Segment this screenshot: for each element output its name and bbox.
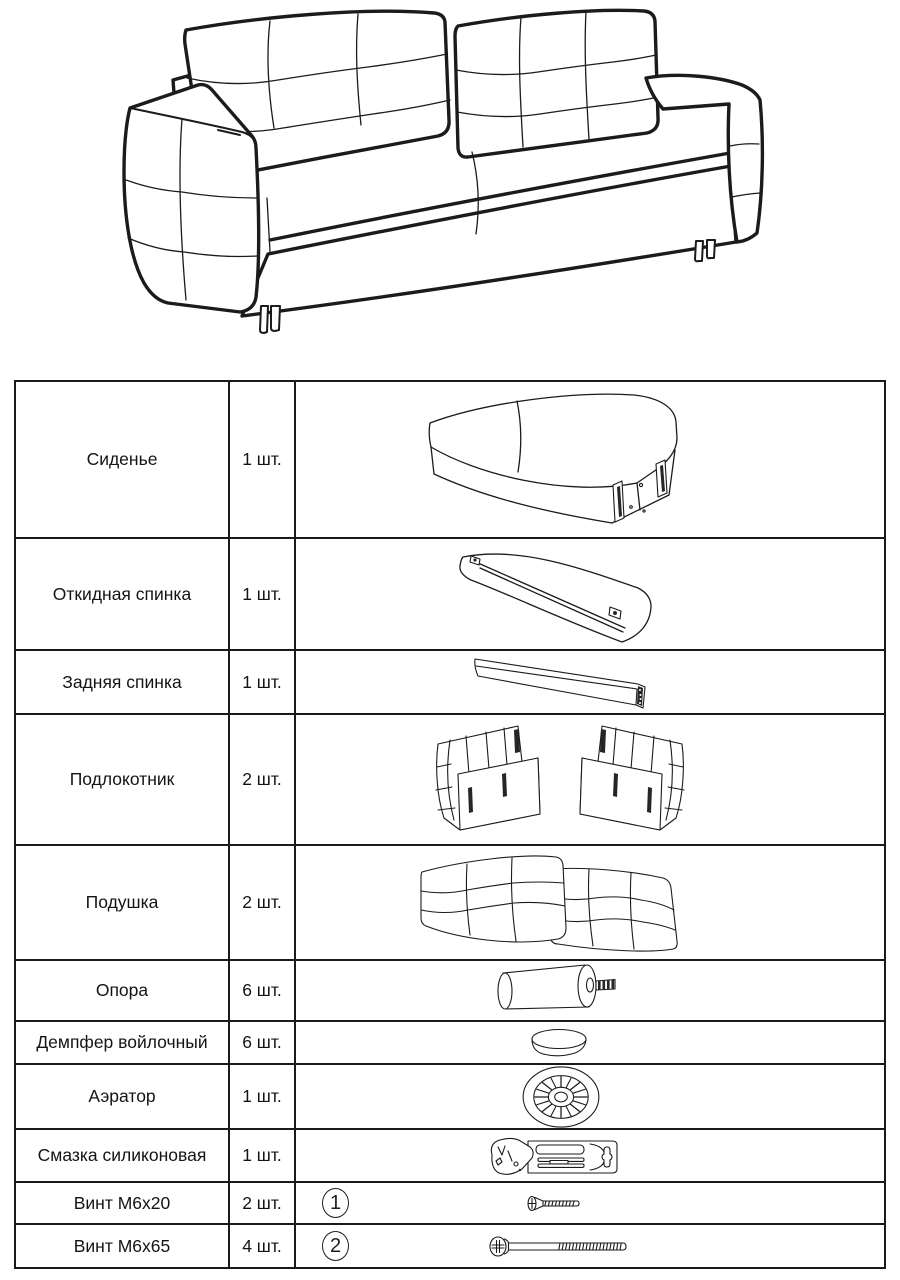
table-row [16,1223,884,1267]
part-name-cell: Сиденье [86,449,158,470]
rear-back-panel-illustration [473,653,665,711]
felt-damper-illustration [529,1027,589,1059]
part-name-cell: Аэратор [88,1086,156,1107]
part-name-cell: Откидная спинка [52,583,192,604]
part-qty-cell: 2 шт. [228,1183,294,1223]
table-row [16,1128,884,1181]
table-row [16,1181,884,1223]
part-qty-cell: 1 шт. [228,1130,294,1181]
armrest-pair-illustration [430,722,690,837]
table-row [16,382,884,537]
part-name-cell: Задняя спинка [62,671,182,692]
part-qty-cell: 6 шт. [228,1022,294,1063]
part-name-cell: Подушка [85,892,159,913]
screw-m6x65-illustration [488,1236,630,1257]
part-illustration-cell [294,382,884,537]
part-illustration-cell [294,846,884,959]
table-row [16,537,884,649]
part-name-cell: Опора [95,980,149,1001]
parts-table [14,380,886,1269]
folding-backrest-illustration [453,542,703,646]
table-row [16,713,884,844]
part-qty-cell: 1 шт. [228,1065,294,1128]
part-illustration-cell [294,1130,884,1181]
part-qty-cell: 6 шт. [228,961,294,1020]
aerator-illustration [519,1064,604,1130]
table-row [16,1063,884,1128]
part-illustration-cell [294,1022,884,1063]
step-marker: 1 [322,1188,349,1218]
part-illustration-cell [294,1225,884,1267]
part-illustration-cell [294,1065,884,1128]
part-qty-cell: 4 шт. [228,1225,294,1267]
part-name-cell: Винт М6х20 [73,1192,171,1213]
part-name-cell: Подлокотник [69,769,175,790]
table-row [16,844,884,959]
table-row [16,649,884,713]
part-name-cell: Демпфер войлочный [36,1032,208,1053]
table-row [16,1020,884,1063]
part-qty-cell: 1 шт. [228,539,294,649]
leg-illustration [493,963,623,1018]
part-illustration-cell [294,539,884,649]
screw-m6x20-illustration [526,1195,582,1212]
part-qty-cell: 1 шт. [228,382,294,537]
step-marker: 2 [322,1231,349,1261]
table-row [16,959,884,1020]
part-qty-cell: 2 шт. [228,715,294,844]
part-illustration-cell [294,961,884,1020]
silicone-grease-illustration [486,1133,621,1179]
part-name-cell: Смазка силиконовая [37,1145,207,1166]
part-illustration-cell [294,1183,884,1223]
seat-illustration [416,390,716,530]
part-name-cell: Винт М6х65 [73,1235,171,1256]
part-illustration-cell [294,651,884,713]
part-qty-cell: 2 шт. [228,846,294,959]
part-qty-cell: 1 шт. [228,651,294,713]
cushion-pair-illustration [417,850,687,955]
sofa-illustration [118,0,778,352]
part-illustration-cell [294,715,884,844]
